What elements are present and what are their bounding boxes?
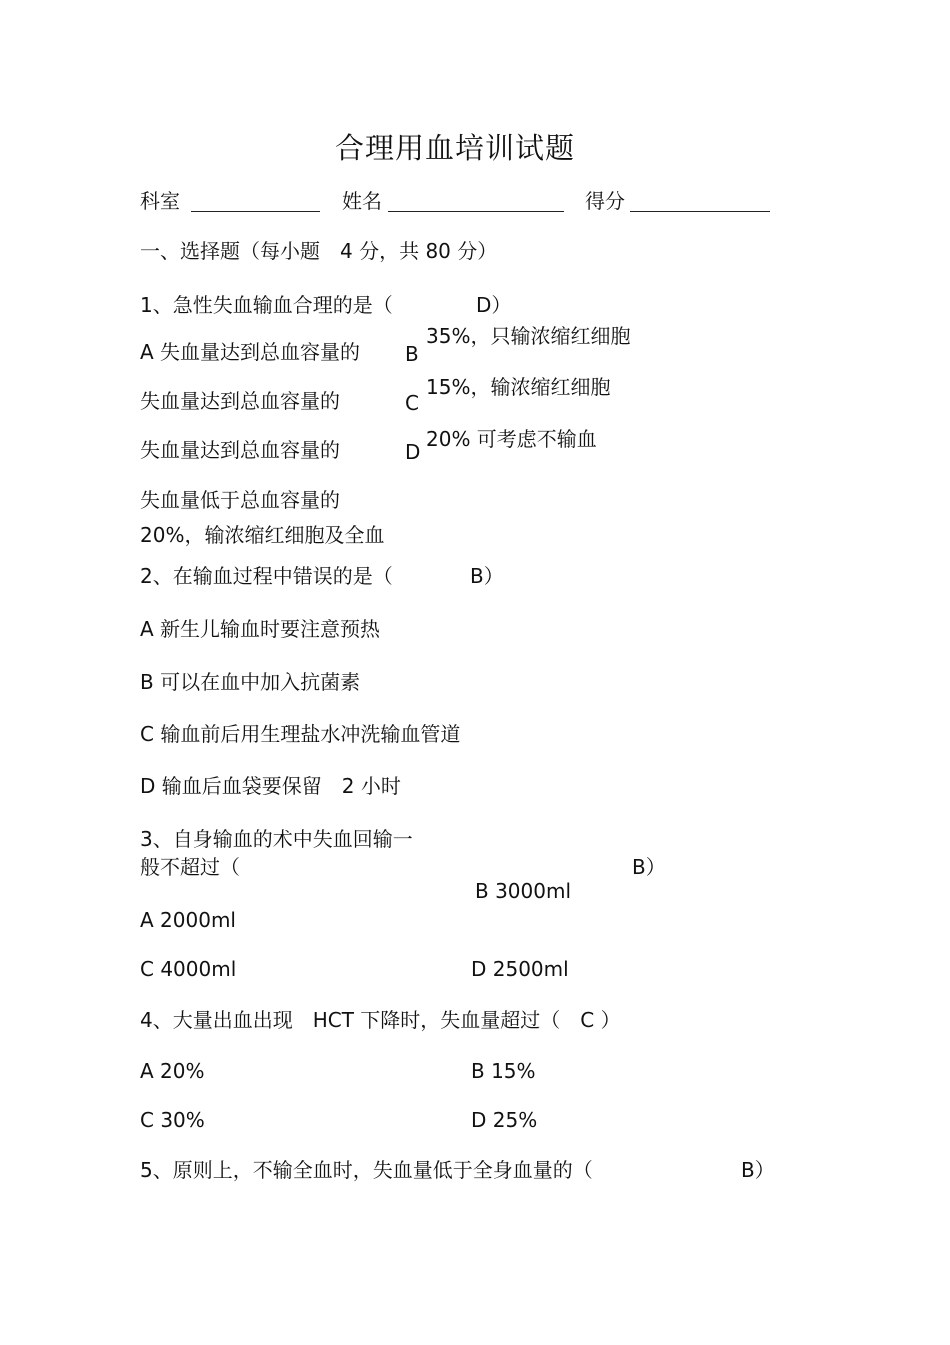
question-2-option-a: A 新生儿输血时要注意预热: [140, 617, 381, 641]
question-2-option-d: D 输血后血袋要保留 2 小时: [140, 774, 401, 798]
score-label: 得分: [585, 189, 625, 213]
question-1-stem: 1、急性失血输血合理的是（: [140, 293, 393, 317]
question-4-option-a: A 20%: [140, 1059, 205, 1083]
question-3-option-b: B 3000ml: [475, 879, 572, 903]
question-3-option-a: A 2000ml: [140, 908, 236, 932]
question-1-answer: D）: [476, 293, 512, 317]
score-blank[interactable]: [630, 211, 770, 212]
question-2-option-c: C 输血前后用生理盐水冲洗输血管道: [140, 722, 461, 746]
question-3-option-d: D 2500ml: [471, 957, 569, 981]
question-1-line-a: A 失血量达到总血容量的: [140, 340, 361, 364]
question-1-line-3: 失血量达到总血容量的: [140, 438, 340, 462]
question-4-option-c: C 30%: [140, 1108, 205, 1132]
question-2-stem: 2、在输血过程中错误的是（: [140, 564, 393, 588]
question-1-letter-c: C: [405, 391, 419, 415]
question-1-line-5: 20%，输浓缩红细胞及全血: [140, 523, 385, 547]
question-1-letter-d: D: [405, 440, 421, 464]
question-1-line-4: 失血量低于总血容量的: [140, 488, 340, 512]
question-2-option-b: B 可以在血中加入抗菌素: [140, 670, 361, 694]
question-4-option-d: D 25%: [471, 1108, 538, 1132]
question-1-pct-2: 15%，输浓缩红细胞: [426, 375, 611, 399]
question-1-line-2: 失血量达到总血容量的: [140, 389, 340, 413]
dept-blank[interactable]: [191, 211, 320, 212]
page-title: 合理用血培训试题: [335, 131, 576, 165]
name-blank[interactable]: [388, 211, 564, 212]
question-3-option-c: C 4000ml: [140, 957, 237, 981]
question-4-stem: 4、大量出血出现 HCT 下降时，失血量超过（ C ）: [140, 1008, 621, 1032]
question-5-answer: B）: [741, 1158, 775, 1182]
question-3-stem-2: 般不超过（: [140, 855, 240, 879]
section-heading: 一、选择题（每小题 4 分，共 80 分）: [140, 239, 498, 263]
question-1-letter-b: B: [405, 342, 419, 366]
question-5-stem: 5、原则上，不输全血时，失血量低于全身血量的（: [140, 1158, 593, 1182]
question-4-option-b: B 15%: [471, 1059, 536, 1083]
name-label: 姓名: [342, 189, 382, 213]
dept-label: 科室: [140, 189, 180, 213]
question-3-answer: B）: [632, 855, 666, 879]
question-2-answer: B）: [470, 564, 504, 588]
question-1-pct-1: 35%，只输浓缩红细胞: [426, 324, 631, 348]
question-3-stem-1: 3、自身输血的术中失血回输一: [140, 827, 413, 851]
question-1-pct-3: 20% 可考虑不输血: [426, 427, 597, 451]
